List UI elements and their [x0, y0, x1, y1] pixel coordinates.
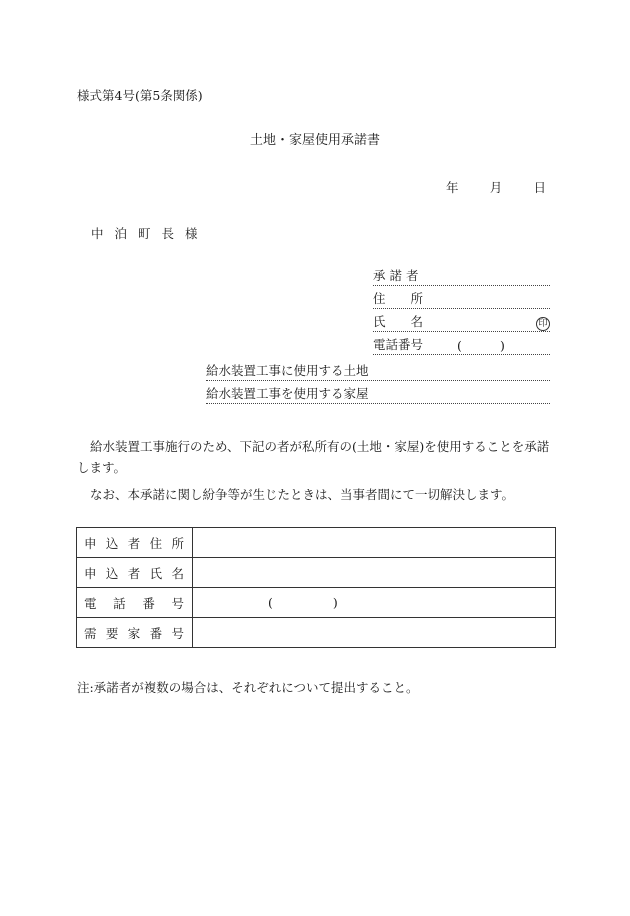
label-char: 話 [113, 595, 126, 611]
table-header-cell [77, 528, 193, 558]
footnote: 注:承諾者が複数の場合は、それぞれについて提出すること。 [77, 680, 419, 695]
applicant-name-label [77, 564, 192, 582]
table-row [77, 528, 556, 558]
addressee: 中泊町長様 [91, 226, 209, 241]
document-title: 土地・家屋使用承諾書 [249, 133, 380, 148]
consenter-heading: 承諾者 [373, 268, 423, 283]
label-char: 名 [171, 565, 184, 581]
consenter-phone-label: 電話番号 [373, 337, 424, 352]
applicant-phone-cell[interactable] [193, 588, 556, 618]
table-header-cell [77, 618, 193, 648]
table-header-cell [77, 588, 193, 618]
date-day: 日 [533, 180, 546, 195]
date-month: 月 [489, 180, 503, 195]
label-char: 込 [105, 535, 119, 551]
consent-paragraph: 給水装置工事施行のため、下記の者が私所有の(土地・家屋)を使用することを承諾します。 [77, 439, 550, 475]
label-char: 者 [127, 535, 141, 551]
label-char: 需 [84, 625, 97, 641]
label-char: 所 [171, 535, 184, 551]
customer-number-cell[interactable] [193, 618, 556, 648]
consenter-phone-field[interactable] [373, 338, 550, 355]
label-char: 込 [105, 565, 119, 581]
land-field[interactable] [206, 364, 550, 381]
label-char: 氏 [149, 565, 163, 581]
applicant-address-cell[interactable] [193, 528, 556, 558]
consenter-address-field[interactable] [373, 292, 550, 309]
consenter-phone-close: ) [500, 338, 505, 353]
label-char: 家 [127, 625, 141, 641]
form-number: 様式第4号(第5条関係) [77, 88, 203, 103]
date-year: 年 [446, 180, 459, 195]
label-char: 申 [84, 565, 97, 581]
label-char: 号 [171, 625, 184, 641]
house-field[interactable] [206, 387, 550, 404]
consenter-phone-open: ( [457, 338, 462, 353]
label-char: 者 [127, 565, 141, 581]
consenter-heading-field[interactable] [373, 269, 550, 286]
label-char: 号 [171, 595, 184, 611]
label-char: 番 [149, 625, 163, 641]
applicant-table [76, 527, 556, 648]
dispute-paragraph: なお、本承諾に関し紛争等が生じたときは、当事者間にて一切解決します。 [90, 487, 515, 502]
consenter-name-label: 氏名 [373, 314, 449, 329]
label-char: 申 [84, 535, 97, 551]
land-label: 給水装置工事に使用する土地 [206, 363, 369, 378]
applicant-phone-label [77, 594, 192, 612]
seal-mark: 印 [536, 317, 550, 331]
label-char: 電 [84, 595, 97, 611]
label-char: 番 [142, 595, 155, 611]
consenter-name-field[interactable] [373, 315, 550, 332]
house-label: 給水装置工事を使用する家屋 [206, 386, 369, 401]
label-char: 要 [105, 625, 119, 641]
applicant-address-label [77, 534, 192, 552]
phone-open-paren: ( [268, 595, 273, 610]
applicant-name-cell[interactable] [193, 558, 556, 588]
table-row [77, 618, 556, 648]
date-line [446, 178, 546, 196]
label-char: 住 [149, 535, 163, 551]
phone-close-paren: ) [332, 595, 338, 610]
table-row [77, 588, 556, 618]
table-row [77, 558, 556, 588]
table-header-cell [77, 558, 193, 588]
consenter-address-label: 住所 [373, 291, 449, 306]
customer-number-label [77, 624, 192, 642]
